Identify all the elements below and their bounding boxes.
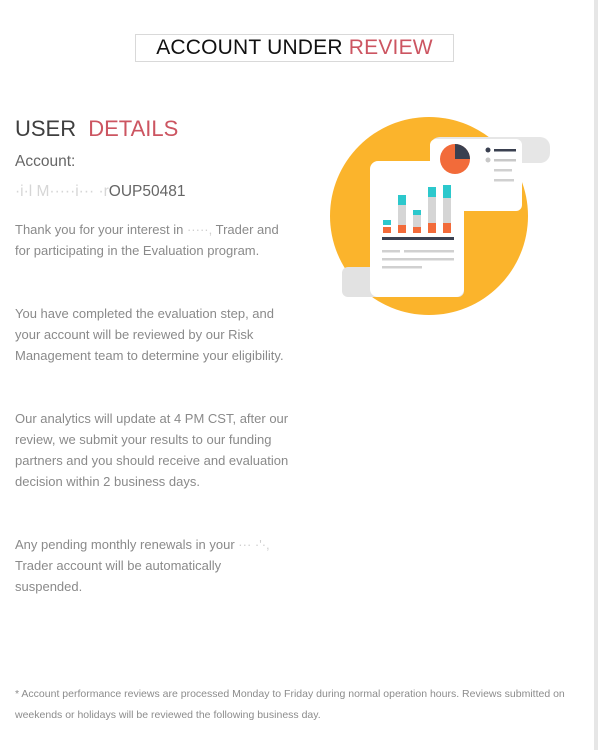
user-details-heading [15,116,178,142]
bar-teal [428,187,436,197]
legend-line [494,149,516,152]
account-review-banner [135,34,454,62]
banner-accent: REVIEW [348,36,433,59]
chart-baseline [382,237,454,240]
evaluation-paragraph: You have completed the evaluation step, and your account will be reviewed by our Risk Management team to determine your eligibility. [15,306,284,363]
bar-orange [383,227,391,233]
account-value-visible: OUP50481 [108,183,186,200]
bar-gap [383,225,391,227]
bar-orange [443,223,451,233]
intro-paragraph [15,219,290,261]
heading-prefix: USER [15,116,77,141]
review-footnote: * Account performance reviews are processed Monday to Friday during normal operation hours. Reviews submitted on weekends or holidays will be reviewed the following business day. [15,688,565,721]
report-document-illustration [330,117,552,315]
text-line [404,250,454,253]
legend-line [494,159,516,162]
legend-line [494,179,514,182]
bar-orange [428,223,436,233]
bar-orange [398,225,406,233]
banner-prefix: ACCOUNT UNDER [156,36,343,59]
bar-teal [443,185,451,198]
legend-dot [486,148,491,153]
redacted-company-name: ·····, [183,222,216,237]
renewals-paragraph-start: Any pending monthly renewals in your [15,537,235,552]
intro-paragraph-end: Trader and for participating in the Evaluation program. [15,222,279,258]
intro-paragraph-start: Thank you for your interest in [15,222,184,237]
analytics-paragraph: Our analytics will update at 4 PM CST, after our review, we submit your results to our funding partners and you should receive and evaluation decision within 2 business days. [15,411,289,489]
bar-teal [383,220,391,225]
text-line [382,258,454,261]
heading-accent: DETAILS [88,116,179,141]
bar-teal [413,210,421,215]
account-value [15,183,186,201]
text-line [382,266,422,269]
renewals-paragraph-end: Trader account will be automatically suspended. [15,558,222,594]
right-edge-divider [594,0,598,750]
bar-teal [398,195,406,205]
redacted-company-name: ··· ·'·, [234,537,270,552]
legend-dot [486,158,491,163]
account-label: Account: [15,153,76,170]
text-line [382,250,400,253]
renewals-paragraph [15,534,290,597]
bar-orange [413,227,421,233]
legend-line [494,169,512,172]
account-value-redacted: ·i·l M·····i··· ·r [15,183,109,200]
